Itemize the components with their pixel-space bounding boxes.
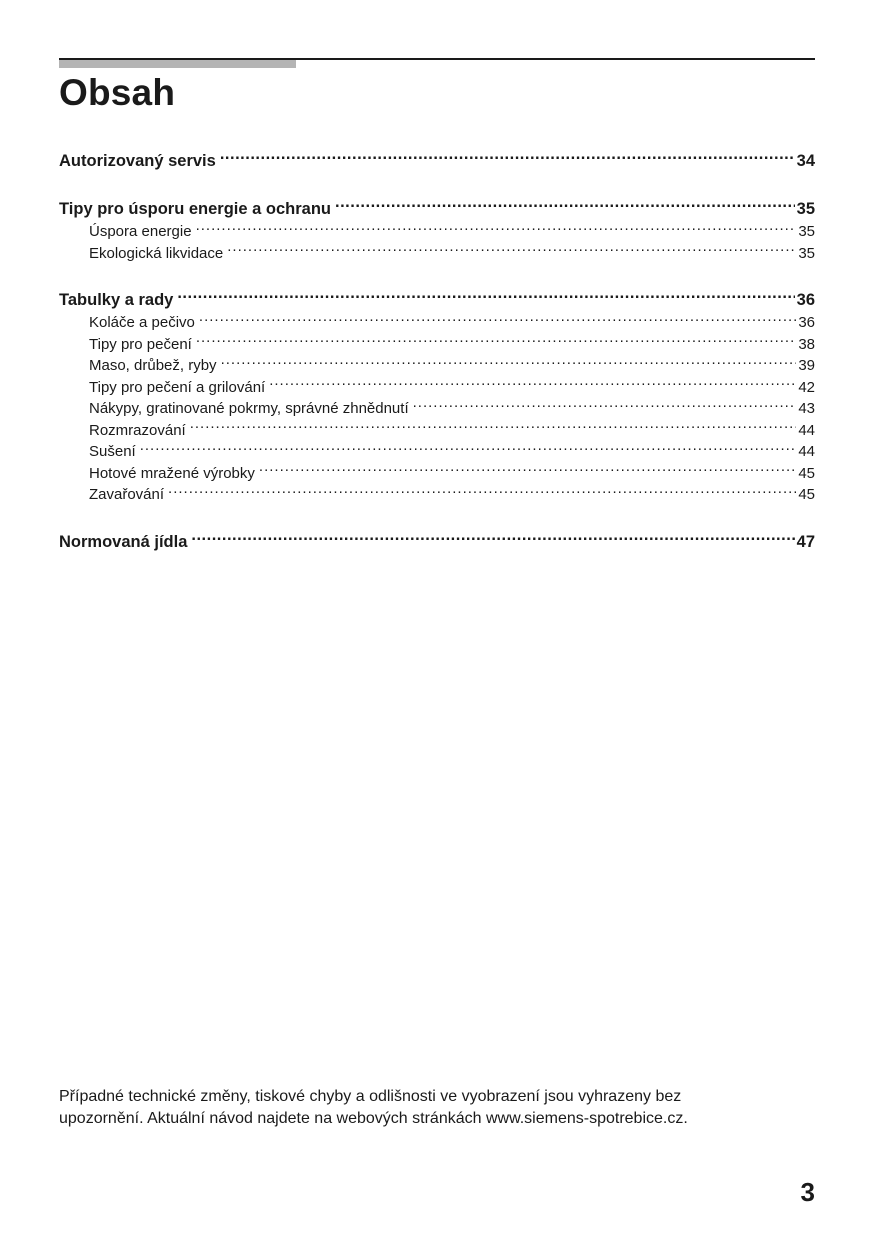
toc-subentry-page: 36 <box>798 314 815 331</box>
dot-leader <box>269 377 796 392</box>
toc-subentry-page: 45 <box>798 464 815 482</box>
toc-subentry-label: Ekologická likvidace <box>89 244 224 262</box>
toc-subentry-label: Zavařování <box>89 486 165 503</box>
dot-leader <box>220 150 795 167</box>
toc-subentry-label: Hotové mražené výrobky <box>89 464 255 482</box>
toc-subentry-label: Tipy pro pečení <box>89 335 192 353</box>
header-gray-bar <box>59 60 296 68</box>
toc-subentry-page: 44 <box>798 443 815 460</box>
toc-entry-label: Normovaná jídla <box>59 532 188 551</box>
toc-subentry-page: 35 <box>798 223 815 240</box>
toc-subentry-page: 43 <box>798 400 815 417</box>
toc-section <box>59 530 815 554</box>
toc-subentry-label: Úspora energie <box>89 223 192 240</box>
toc-subentry[interactable] <box>59 377 815 399</box>
toc-subentry-page: 38 <box>798 335 815 353</box>
toc-subentry[interactable] <box>59 334 815 356</box>
toc-entry-page: 36 <box>796 291 815 309</box>
footer-note <box>59 1086 819 1130</box>
footer-note-line-2: upozornění. Aktuální návod najdete na webových stránkách www.siemens-spotrebice.cz. <box>59 1110 688 1127</box>
toc-subentry[interactable] <box>59 221 815 243</box>
dot-leader <box>259 463 796 478</box>
dot-leader <box>227 243 796 258</box>
toc-entry[interactable] <box>59 149 815 173</box>
toc-subentry-page: 35 <box>798 244 815 262</box>
toc-section <box>59 197 815 264</box>
toc-subentry[interactable] <box>59 398 815 420</box>
dot-leader <box>177 289 794 306</box>
page-title: Obsah <box>59 72 176 113</box>
toc-entry[interactable] <box>59 197 815 221</box>
toc-subentry-page: 44 <box>798 421 815 439</box>
toc-entry-page: 34 <box>796 152 815 170</box>
dot-leader <box>191 530 794 547</box>
dot-leader <box>199 312 796 327</box>
toc-subentry[interactable] <box>59 463 815 485</box>
toc-subentry-label: Tipy pro pečení a grilování <box>89 378 266 396</box>
toc-subentry-page: 45 <box>798 486 815 503</box>
toc-entry-page: 47 <box>796 532 815 551</box>
toc-entry[interactable] <box>59 530 815 554</box>
toc-subentry-page: 39 <box>798 357 815 374</box>
toc-subentry[interactable] <box>59 441 815 463</box>
table-of-contents <box>59 149 815 578</box>
toc-subentry-page: 42 <box>798 378 815 396</box>
page-number: 3 <box>800 1177 815 1207</box>
toc-subentry[interactable] <box>59 243 815 265</box>
toc-section <box>59 288 815 506</box>
dot-leader <box>140 441 797 456</box>
dot-leader <box>168 484 796 499</box>
toc-subentry-label: Rozmrazování <box>89 421 186 439</box>
dot-leader <box>196 221 797 236</box>
toc-subentry[interactable] <box>59 420 815 442</box>
dot-leader <box>335 198 795 215</box>
toc-subentry-label: Koláče a pečivo <box>89 314 195 331</box>
toc-subentry-label: Maso, drůbež, ryby <box>89 357 217 374</box>
toc-subentry[interactable] <box>59 484 815 506</box>
toc-entry-page: 35 <box>796 200 815 218</box>
toc-subentry-label: Nákypy, gratinované pokrmy, správné zhnědnutí <box>89 400 409 417</box>
toc-entry-label: Autorizovaný servis <box>59 152 216 170</box>
dot-leader <box>196 334 796 349</box>
toc-subentry-label: Sušení <box>89 443 136 460</box>
dot-leader <box>221 355 797 370</box>
toc-entry-label: Tipy pro úsporu energie a ochranu <box>59 200 331 218</box>
toc-subentry[interactable] <box>59 355 815 377</box>
dot-leader <box>413 398 797 413</box>
toc-entry[interactable] <box>59 288 815 312</box>
toc-entry-label: Tabulky a rady <box>59 291 174 309</box>
footer-note-line-1: Případné technické změny, tiskové chyby a odlišnosti ve vyobrazení jsou vyhrazeny bez <box>59 1088 682 1105</box>
toc-subentry[interactable] <box>59 312 815 334</box>
toc-section <box>59 149 815 173</box>
dot-leader <box>190 420 797 435</box>
